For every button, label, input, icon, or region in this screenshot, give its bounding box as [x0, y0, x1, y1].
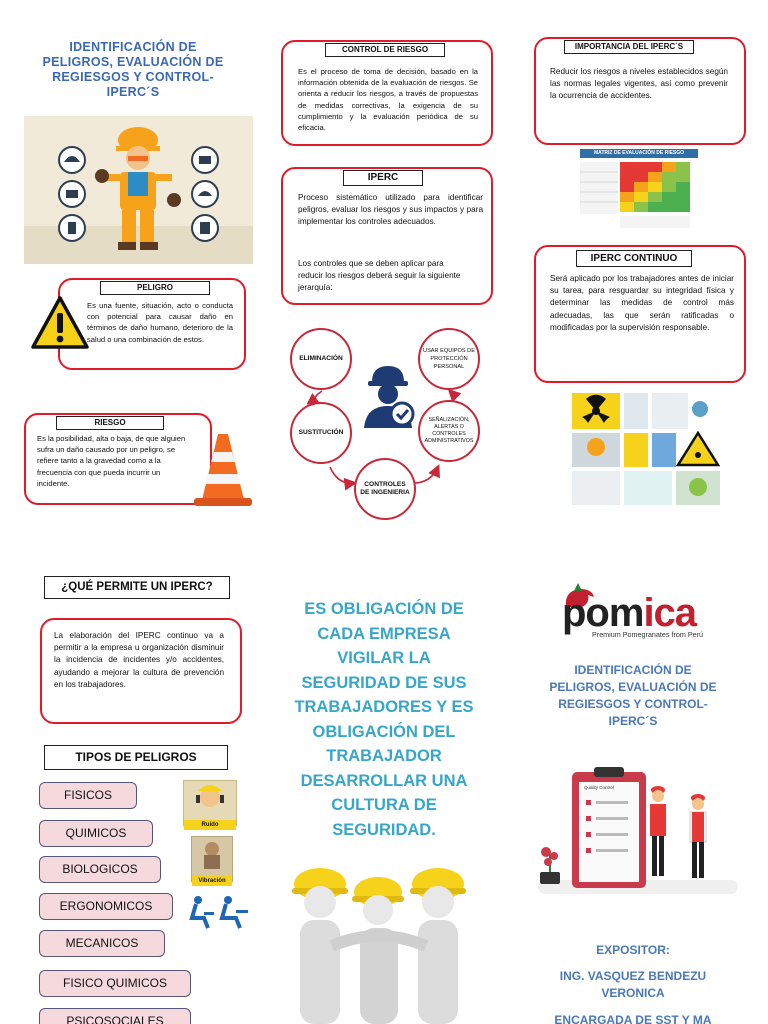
iperc-text-2: Los controles que se deben aplicar para reducir los riesgos deberá seguir la siguiente jerarquía: [298, 259, 461, 293]
tipo-biologicos: BIOLOGICOS [39, 856, 161, 883]
ruido-photo [183, 780, 237, 826]
pomica-logo [558, 583, 726, 643]
tipo-mecanicos: MECANICOS [39, 930, 165, 957]
control-riesgo-tag: CONTROL DE RIESGO [325, 43, 445, 57]
hierarchy-epp: USAR EQUIPOS DE PROTECCIÓN PERSONAL [418, 328, 480, 390]
tipo-psicosociales: PSICOSOCIALES [39, 1008, 191, 1024]
pomica-wordmark: pomica [562, 591, 697, 635]
hazard-icons-grid [572, 391, 722, 507]
iperc-text-1: Proceso sistemático utilizado para identificar peligros, evaluar los riesgos y sus impactos y para implementar los controles adecuados. [298, 193, 483, 227]
quality-control-illustration [528, 754, 748, 904]
peligro-tag: PELIGRO [100, 281, 210, 295]
tipo-quimicos: QUIMICOS [39, 820, 153, 847]
teamwork-figures [282, 862, 478, 1024]
tipo-fisico-quimicos: FISICO QUIMICOS [39, 970, 191, 997]
left-title: IDENTIFICACIÓN DE PELIGROS, EVALUACIÓN DE REGIESGOS Y CONTROL- IPERC´S [42, 40, 224, 99]
worker-illustration [24, 116, 253, 264]
tipo-fisicos: FISICOS [39, 782, 137, 809]
expositor-label: EXPOSITOR: [596, 943, 670, 957]
ergonomic-icons [186, 892, 252, 937]
hierarchy-eliminacion: ELIMINACIÓN [290, 328, 352, 390]
importancia-text: Reducir los riesgos a niveles establecidos según las normas legales vigentes, así como prevenir la ocurrencia de accidentes. [550, 67, 728, 101]
permite-tag: ¿QUÉ PERMITE UN IPERC? [44, 576, 230, 599]
expositor-name: ING. VASQUEZ BENDEZU VERONICA [559, 969, 707, 1000]
tipo-ergonomicos: ERGONOMICOS [39, 893, 173, 920]
importancia-tag: IMPORTANCIA DEL IPERC´S [564, 40, 694, 54]
warning-icon [30, 295, 90, 356]
tipos-title: TIPOS DE PELIGROS [44, 745, 228, 770]
iperc-tag: IPERC [343, 170, 423, 186]
hierarchy-controles-ingenieria: CONTROLES DE INGENIERIA [354, 458, 416, 520]
iperc-continuo-text: Será aplicado por los trabajadores antes de iniciar su tarea, para resguardar su integridad física y determinar las medidas de control más adecuadas, las que serán ratificadas o modificadas por la supervisión responsable. [550, 274, 734, 332]
ruido-label: Ruido [184, 820, 236, 830]
riesgo-text: Es la posibilidad, alta o baja, de que alguien sufra un daño causado por un peligro, se refiere tanto a la gravedad como a la frecuencia con que pueda incurrir un incidente. [37, 434, 186, 488]
expositor-role: ENCARGADA DE SST Y MA [554, 1013, 712, 1024]
quality-control-label: Quality Control [584, 785, 614, 790]
riesgo-tag: RIESGO [56, 416, 164, 430]
vibracion-photo [191, 836, 233, 882]
vibracion-label: Vibración [192, 876, 232, 886]
hierarchy-senalizacion: SEÑALIZACIÓN, ALERTAS O CONTROLES ADMINISTRATIVOS [418, 400, 480, 462]
peligro-text: Es una fuente, situación, acto o conducta con potencial para causar daño en términos de daño humano, deterioro de la salud o una combinación de estos. [87, 301, 233, 344]
permite-text: La elaboración del IPERC continuo va a permitir a la empresa u organización disminuir la incidencia de incidentes y/o accidentes, ayudando a mejorar la cultura de prevención en los trabajadores. [54, 631, 224, 689]
risk-matrix-title: MATRIZ DE EVALUACIÓN DE RIESGO [580, 149, 698, 158]
pomica-tagline: Premium Pomegranates from Perú [592, 630, 704, 639]
traffic-cone-icon [192, 430, 254, 515]
right-cover-title: IDENTIFICACIÓN DE PELIGROS, EVALUACIÓN DE REGIESGOS Y CONTROL- IPERC´S [549, 663, 717, 728]
control-riesgo-text: Es el proceso de toma de decisión, basado en la información obtenida de la evaluación de riesgos. Se orienta a reducir los riesgos, a través de propuestas de medidas correctivas, la exigencia de su cumplimiento y la evaluación periódica de su eficacia. [298, 67, 478, 133]
safety-worker-icon [358, 362, 418, 437]
hierarchy-sustitucion: SUSTITUCIÓN [290, 402, 352, 464]
risk-matrix [580, 149, 698, 231]
safety-slogan: ES OBLIGACIÓN DE CADA EMPRESA VIGILAR LA SEGURIDAD DE SUS TRABAJADORES Y ES OBLIGACIÓN DEL TRABAJADOR DESARROLLAR UNA CULTURA DE SEGURIDAD. [294, 600, 474, 839]
iperc-continuo-tag: IPERC CONTINUO [576, 250, 692, 267]
